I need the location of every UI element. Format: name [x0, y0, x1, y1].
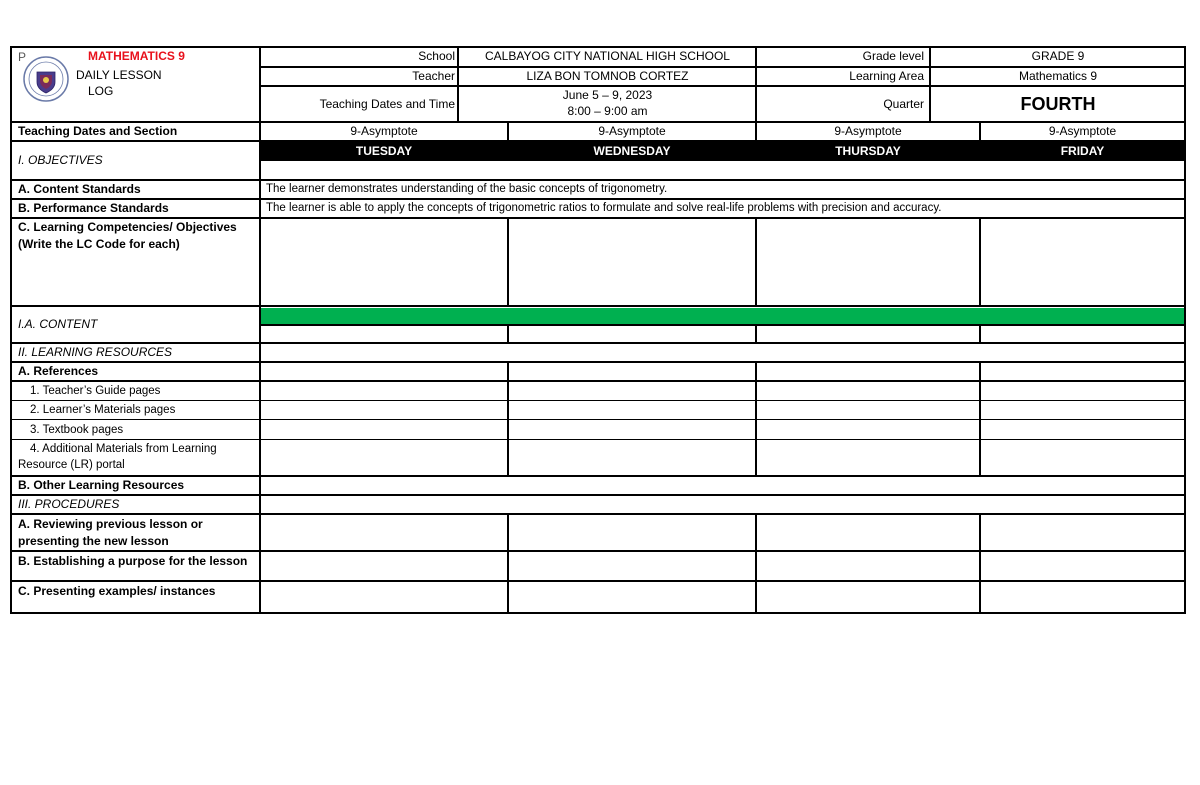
day-thursday: THURSDAY	[835, 144, 901, 158]
content-green-bar	[261, 308, 1185, 324]
teaching-dates-value-line2: 8:00 – 9:00 am	[567, 104, 648, 118]
day-wednesday: WEDNESDAY	[593, 144, 671, 158]
quarter-value: FOURTH	[1020, 94, 1096, 114]
grade-level-value: GRADE 9	[1031, 49, 1085, 63]
performance-standards-label: B. Performance Standards	[18, 201, 169, 215]
school-label: School	[418, 49, 455, 63]
school-value: CALBAYOG CITY NATIONAL HIGH SCHOOL	[485, 49, 730, 63]
objectives-heading: I. OBJECTIVES	[18, 153, 103, 167]
performance-standards-value: The learner is able to apply the concepts of trigonometric ratios to formulate and solve real-life problems with precision and accuracy.	[266, 202, 942, 214]
reviewing-label: A. Reviewing previous lesson or	[18, 517, 203, 531]
grade-level-label: Grade level	[862, 49, 924, 63]
textbook-label: 3. Textbook pages	[30, 424, 124, 436]
teaching-dates-section-label: Teaching Dates and Section	[18, 124, 178, 138]
learning-competencies-label: C. Learning Competencies/ Objectives	[18, 220, 237, 234]
presenting-label: C. Presenting examples/ instances	[18, 584, 216, 598]
references-label: A. References	[18, 364, 99, 378]
title-subject: MATHEMATICS 9	[88, 49, 185, 63]
content-standards-label: A. Content Standards	[18, 182, 141, 196]
section-tuesday: 9-Asymptote	[350, 124, 418, 138]
establishing-label: B. Establishing a purpose for the lesson	[18, 554, 248, 568]
section-wednesday: 9-Asymptote	[598, 124, 666, 138]
teaching-dates-value-line1: June 5 – 9, 2023	[562, 88, 653, 102]
reviewing-label-2: presenting the new lesson	[18, 534, 169, 548]
learning-resources-heading: II. LEARNING RESOURCES	[18, 345, 173, 359]
section-friday: 9-Asymptote	[1048, 124, 1117, 138]
learning-competencies-note: (Write the LC Code for each)	[18, 237, 180, 251]
content-heading: I.A. CONTENT	[18, 317, 98, 331]
title-log: LOG	[88, 84, 114, 98]
day-friday: FRIDAY	[1060, 144, 1105, 158]
procedures-heading: III. PROCEDURES	[18, 497, 120, 511]
title-daily-lesson: DAILY LESSON	[76, 68, 162, 82]
learning-area-label: Learning Area	[849, 69, 924, 83]
quarter-label: Quarter	[883, 97, 924, 111]
day-tuesday: TUESDAY	[355, 144, 413, 158]
content-standards-value: The learner demonstrates understanding of the basic concepts of trigonometry.	[266, 183, 668, 195]
teacher-value: LIZA BON TOMNOB CORTEZ	[526, 69, 689, 83]
teachers-guide-label: 1. Teacher’s Guide pages	[30, 385, 161, 397]
teacher-label: Teacher	[412, 69, 455, 83]
deped-seal-logo	[22, 55, 70, 103]
learners-materials-label: 2. Learner’s Materials pages	[30, 404, 176, 416]
additional-materials-label: 4. Additional Materials from Learning	[30, 443, 217, 455]
teaching-dates-label: Teaching Dates and Time	[319, 97, 455, 111]
learning-area-value: Mathematics 9	[1018, 69, 1098, 83]
section-thursday: 9-Asymptote	[834, 124, 902, 138]
logo-prefix: P	[18, 50, 27, 64]
additional-materials-label-2: Resource (LR) portal	[18, 459, 125, 471]
other-resources-label: B. Other Learning Resources	[18, 478, 185, 492]
